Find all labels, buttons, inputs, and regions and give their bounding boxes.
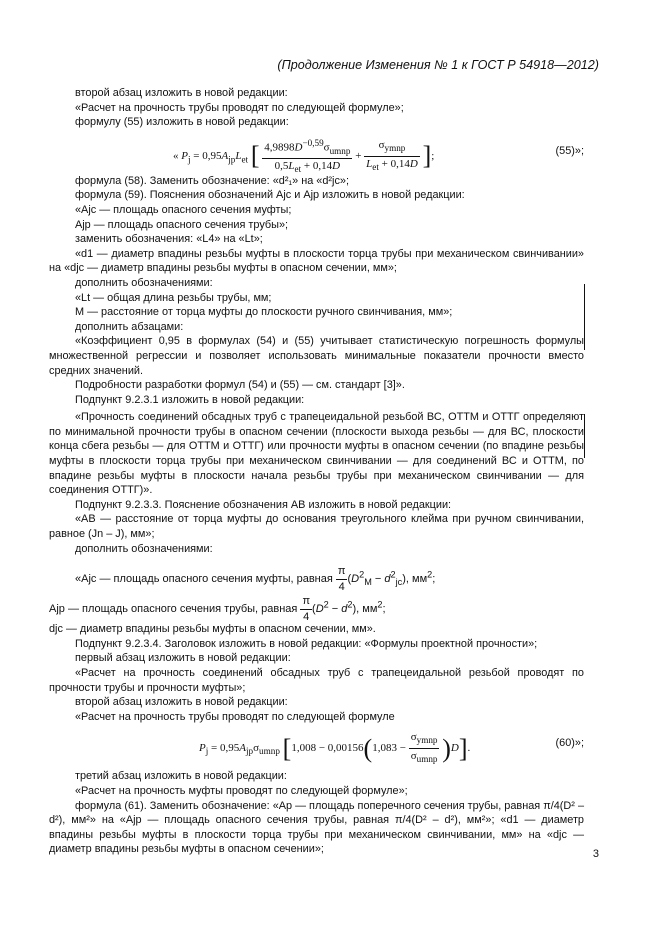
para-l2: «Расчет на прочность трубы проводят по следующей формуле»; — [75, 101, 404, 114]
change-bar-1 — [584, 284, 585, 350]
para-l14: «Коэффициент 0,95 в формулах (54) и (55) учитывает статистическую погрешность формулы множественной регрессии и позволяет использовать минимальные показатели прочности вместо средних значений. — [49, 335, 584, 377]
ajc-text: «Ajc — площадь опасного сечения муфты, равная — [75, 573, 333, 586]
page-number: 3 — [592, 848, 599, 860]
para-l4: формула (58). Заменить обозначение: «d²₁» на «d²jc»; — [75, 174, 349, 187]
formula-ajp: Ajp — площадь опасного сечения трубы, равная $\frac{\pi}{4}$ $(D^2 - d^2)$, $мм^2$; — [49, 595, 386, 623]
formula-ajc: «Ajc — площадь опасного сечения муфты, равная $\frac{\pi}{4}$ $(D^2_M - d^2_{jc})$, $мм^2$; — [75, 565, 436, 593]
para-l15: Подробности разработки формул (54) и (55) — см. стандарт [3]». — [75, 379, 405, 392]
para-l1: второй абзац изложить в новой редакции: — [75, 87, 288, 99]
formula-55 — [49, 136, 584, 174]
para-l30: «Расчет на прочность муфты проводят по следующей формуле»; — [75, 784, 408, 797]
para-l25: первый абзац изложить в новой редакции: — [75, 652, 291, 665]
para-l3: формулу (55) изложить в новой редакции: — [75, 116, 289, 129]
para-l19: «AB — расстояние от торца муфты до основания треугольного клейма при ручном свинчивании, равное (Jn – J), мм»; — [49, 513, 584, 541]
formula-55-number: (55)»; — [555, 144, 584, 157]
para-l18: Подпункт 9.2.3.3. Пояснение обозначения AB изложить в новой редакции: — [75, 498, 452, 511]
para-l10: дополнить обозначениями: — [75, 276, 213, 289]
para-l7: Ajp — площадь опасного сечения трубы»; — [75, 218, 289, 231]
para-l6: «Ajc — площадь опасного сечения муфты; — [75, 203, 292, 216]
ajp-text: Ajp — площадь опасного сечения трубы, равная — [49, 603, 298, 616]
text-body — [49, 86, 584, 857]
pi-over-4: $\frac{\pi}{4}$ — [337, 565, 346, 593]
change-bar-2 — [584, 414, 585, 458]
para-l24: Подпункт 9.2.3.4. Заголовок изложить в новой редакции: «Формулы проектной прочности»; — [75, 637, 538, 650]
para-l9: «d1 — диаметр впадины резьбы муфты в плоскости торца трубы при механическом свинчивании» на «djc — диаметр впадины резьбы муфты в опасном сечении, мм»; — [49, 247, 584, 275]
para-l8: заменить обозначения: «L4» на «Lt»; — [75, 233, 263, 246]
para-l17: «Прочность соединений обсадных труб с трапецеидальной резьбой ВС, ОТТМ и ОТТГ определяют по минимальной прочности трубы в опасном сечении (плоскости выхода резьбы — для ВС, плоскости конца сбега резьбы — для ОТТМ и ОТТГ) или прочности муфты в опасном сечении (по впадине резьбы муфты в плоскости торца трубы при механическом свинчивании — для соединений ВС и ОТТМ, по впадине резьбы муфты в плоскости начала резьбы трубы при механическом свинчивании — для соединения ОТТГ)». — [49, 411, 584, 497]
para-l5: формула (59). Пояснения обозначений Ajc и Ajp изложить в новой редакции: — [75, 189, 465, 202]
para-l23: djc — диаметр впадины резьбы муфты в опасном сечении, мм». — [49, 623, 376, 636]
formula-60-number: (60)»; — [555, 737, 584, 750]
para-l31: формула (61). Заменить обозначение: «Ap — площадь поперечного сечения трубы, равная π/4(D² – d²), мм²» на «Ajp — площадь опасного сечения трубы, равная π/4(D² – d²), мм²»; «d1 — диаметр впадины резьбы муфты в плоскости торца трубы при механическом свинчивании, мм» на «djc — диаметр впадины резьбы муфты в опасном сечении»; — [49, 799, 584, 856]
para-l26: «Расчет на прочность соединений обсадных труб с трапецеидальной резьбой проводят по прочности трубы и прочности муфты»; — [49, 667, 584, 694]
formula-55-expr: « $P_j = 0,95A_{jp}L_{et}$ [ $\frac{4,9898D^{-0,59}\sigma_{umnp}}{0,5L_{et} + 0,14D}$ + $\frac{\sigma_{ymnp}}{L_{et} + 0,14D}$ ]; — [173, 137, 435, 175]
para-l29: третий абзац изложить в новой редакции: — [75, 770, 287, 783]
para-l12: M — расстояние от торца муфты до плоскости ручного свинчивания, мм»; — [75, 306, 453, 319]
page-header: (Продолжение Изменения № 1 к ГОСТ Р 54918—2012) — [277, 58, 599, 72]
formula-60-expr: $P_j = 0,95A_{jp}\sigma_{umnp}$ [1,008 − 0,00156(1,083 − $\frac{\sigma_{ymnp}}{\sigma_{umnp}}$ )D]. — [199, 731, 471, 765]
formula-60 — [49, 728, 584, 766]
para-l28: «Расчет на прочность трубы проводят по следующей формуле — [75, 710, 395, 723]
pi-over-4-b: $\frac{\pi}{4}$ — [302, 595, 311, 623]
para-l16: Подпункт 9.2.3.1 изложить в новой редакции: — [75, 393, 305, 406]
para-l11: «Lt — общая длина резьбы трубы, мм; — [75, 291, 272, 304]
para-l27: второй абзац изложить в новой редакции: — [75, 696, 288, 709]
para-l13: дополнить абзацами: — [75, 320, 184, 333]
para-l20: дополнить обозначениями: — [75, 542, 213, 555]
